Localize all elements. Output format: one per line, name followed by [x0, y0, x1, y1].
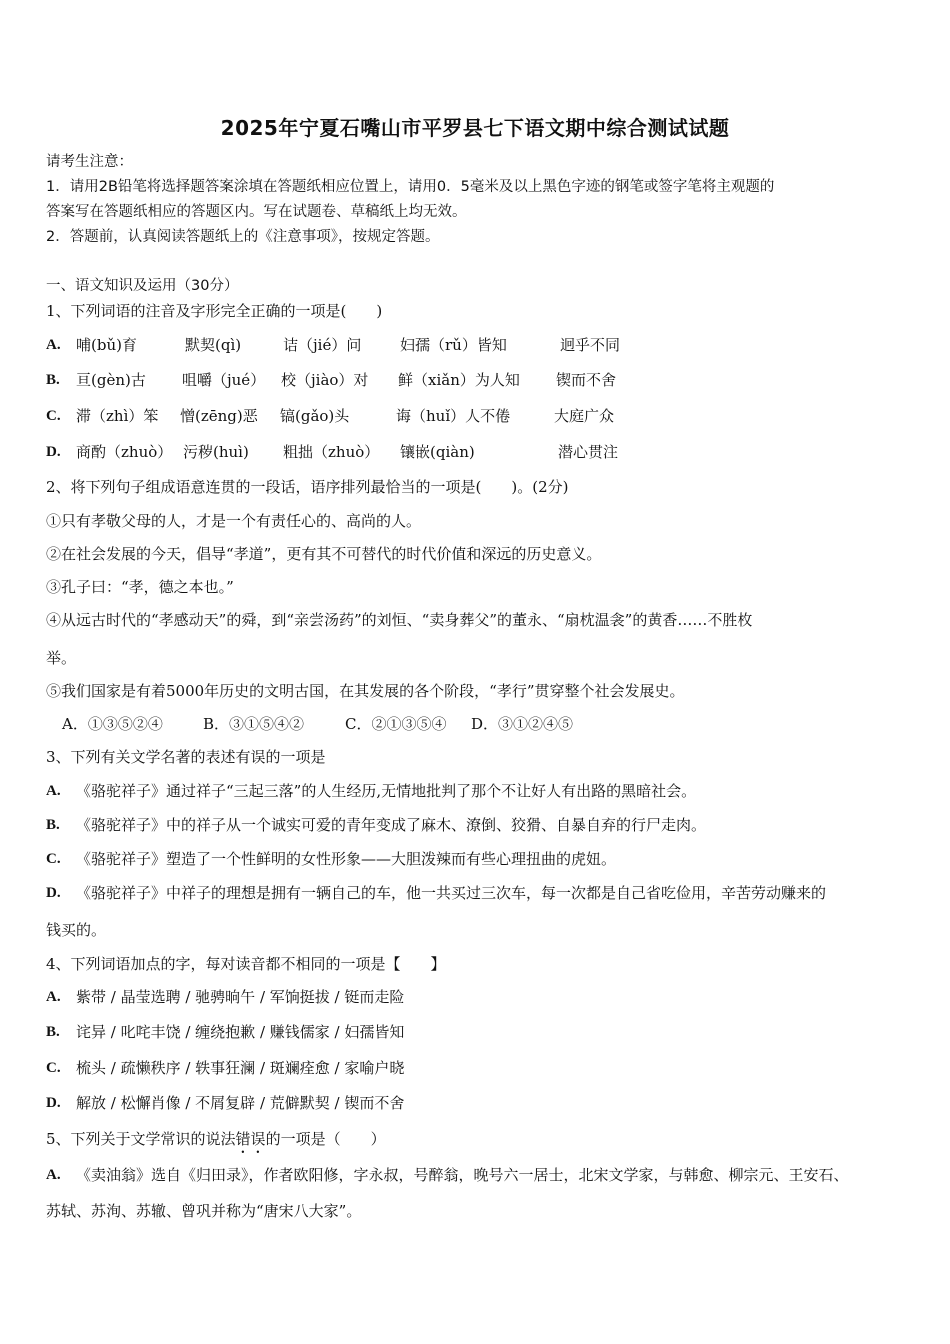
q5-stem-pre: 5、下列关于文学常识的说法 [46, 1130, 236, 1148]
q1-c-item-3: 镐(gǎo)头 [280, 407, 350, 425]
q2-option-b: B．③①⑤④② [203, 715, 305, 733]
q1-d-item-2: 污秽(huì) [183, 443, 249, 461]
q4-option-d-text: 解放 / 松懈肖像 / 不屑复辟 / 荒僻默契 / 锲而不舍 [76, 1094, 405, 1112]
q5-option-a-label: A. [46, 1167, 61, 1183]
q1-b-item-4: 鲜（xiǎn）为人知 [398, 371, 520, 389]
q1-a-item-1: 哺(bǔ)育 [76, 336, 137, 354]
q4-stem: 4、下列词语加点的字，每对读音都不相同的一项是【 】 [46, 955, 446, 973]
q2-sentence-4: ④从远古时代的“孝感动天”的舜，到“亲尝汤药”的刘恒、“卖身葬父”的董永、“扇枕温衾”的黄香……不胜枚 [46, 611, 753, 629]
q1-c-item-2: 憎(zēng)恶 [180, 407, 258, 425]
q1-a-item-2: 默契(qì) [185, 336, 242, 354]
q2-stem: 2、将下列句子组成语意连贯的一段话，语序排列最恰当的一项是( )。(2分) [46, 478, 569, 496]
q4-option-c-label: C. [46, 1060, 61, 1076]
q5-stem-post: 的一项是（ ） [265, 1130, 386, 1148]
q1-c-item-4: 诲（huǐ）人不倦 [396, 407, 511, 425]
q2-sentence-4-cont: 举。 [46, 649, 77, 667]
q2-sentence-3: ③孔子曰：“孝，德之本也。” [46, 578, 234, 596]
q4-option-c-text: 梳头 / 疏懒秩序 / 轶事狂澜 / 斑斓痊愈 / 家喻户晓 [76, 1059, 405, 1077]
q4-option-a-text: 紫带 / 晶莹选聘 / 驰骋晌午 / 军饷挺拔 / 铤而走险 [76, 988, 405, 1006]
q1-b-item-5: 锲而不舍 [556, 371, 617, 389]
page-title: 2025年宁夏石嘴山市平罗县七下语文期中综合测试试题 [220, 116, 730, 140]
q3-option-d-text: 《骆驼祥子》中祥子的理想是拥有一辆自己的车，他一共买过三次车，每一次都是自己省吃俭用，辛苦劳动赚来的 [76, 884, 827, 902]
section-heading: 一、语文知识及运用（30分） [46, 278, 239, 294]
q1-a-item-4: 妇孺（rǔ）皆知 [400, 336, 507, 354]
q3-option-c-text: 《骆驼祥子》塑造了一个性鲜明的女性形象——大胆泼辣而有些心理扭曲的虎妞。 [76, 850, 617, 868]
q1-b-item-1: 亘(gèn)古 [76, 371, 146, 389]
q3-option-d-cont: 钱买的。 [46, 921, 107, 939]
q1-option-c-label: C. [46, 408, 61, 424]
q1-option-a-label: A. [46, 337, 61, 353]
q2-option-a: A．①③⑤②④ [62, 715, 163, 733]
q3-option-b-label: B. [46, 817, 60, 833]
q2-option-d: D．③①②④⑤ [471, 715, 574, 733]
q1-b-item-2: 咀嚼（jué） [182, 371, 266, 389]
q4-option-b-label: B. [46, 1024, 60, 1040]
q1-c-item-5: 大庭广众 [554, 407, 615, 425]
q5-option-a-text: 《卖油翁》选自《归田录》，作者欧阳修，字永叔，号醉翁，晚号六一居士，北宋文学家，与韩愈、柳宗元、王安石、 [76, 1166, 849, 1184]
q2-sentence-2: ②在社会发展的今天，倡导“孝道”，更有其不可替代的时代价值和深远的历史意义。 [46, 545, 602, 563]
q1-b-item-3: 校（jiào）对 [281, 371, 369, 389]
q4-option-d-label: D. [46, 1095, 61, 1111]
q2-sentence-1: ①只有孝敬父母的人，才是一个有责任心的、高尚的人。 [46, 512, 422, 530]
q1-c-item-1: 滞（zhì）笨 [76, 407, 159, 425]
q1-stem: 1、下列词语的注音及字形完全正确的一项是( ) [46, 302, 383, 320]
q1-option-d-label: D. [46, 444, 61, 460]
q3-option-d-label: D. [46, 885, 61, 901]
q4-option-b-text: 诧异 / 叱咤丰饶 / 缠绕抱歉 / 赚钱儒家 / 妇孺皆知 [76, 1023, 405, 1041]
q3-option-a-label: A. [46, 783, 61, 799]
notice-line-1b: 答案写在答题纸相应的答题区内。写在试题卷、草稿纸上均无效。 [46, 204, 467, 220]
q1-d-item-1: 商酌（zhuò） [76, 443, 173, 461]
q4-option-a-label: A. [46, 989, 61, 1005]
q1-d-item-5: 潜心贯注 [558, 443, 619, 461]
q3-option-b-text: 《骆驼祥子》中的祥子从一个诚实可爱的青年变成了麻木、潦倒、狡猾、自暴自弃的行尸走肉。 [76, 816, 707, 834]
q3-option-a-text: 《骆驼祥子》通过祥子“三起三落”的人生经历,无情地批判了那个不让好人有出路的黑暗社会。 [76, 782, 697, 800]
q1-a-item-3: 诘（jié）问 [283, 336, 362, 354]
notice-heading: 请考生注意： [46, 154, 133, 170]
notice-line-1: 1．请用2B铅笔将选择题答案涂填在答题纸相应位置上，请用0．5毫米及以上黑色字迹的钢笔或签字笔将主观题的 [46, 179, 775, 195]
q1-option-b-label: B. [46, 372, 60, 388]
q1-d-item-3: 粗拙（zhuò） [283, 443, 380, 461]
q5-stem-emphasis: 错误 [235, 1130, 266, 1148]
q1-d-item-4: 镶嵌(qiàn) [400, 443, 475, 461]
q3-stem: 3、下列有关文学名著的表述有误的一项是 [46, 748, 326, 766]
q5-option-a-cont: 苏轼、苏洵、苏辙、曾巩并称为“唐宋八大家”。 [46, 1202, 362, 1220]
q5-stem [46, 1129, 386, 1157]
q2-sentence-5: ⑤我们国家是有着5000年历史的文明古国，在其发展的各个阶段，“孝行”贯穿整个社会发展史。 [46, 682, 685, 700]
notice-line-2: 2．答题前，认真阅读答题纸上的《注意事项》，按规定答题。 [46, 229, 440, 245]
q3-option-c-label: C. [46, 851, 61, 867]
q1-a-item-5: 迥乎不同 [560, 336, 621, 354]
q2-option-c: C．②①③⑤④ [345, 715, 447, 733]
